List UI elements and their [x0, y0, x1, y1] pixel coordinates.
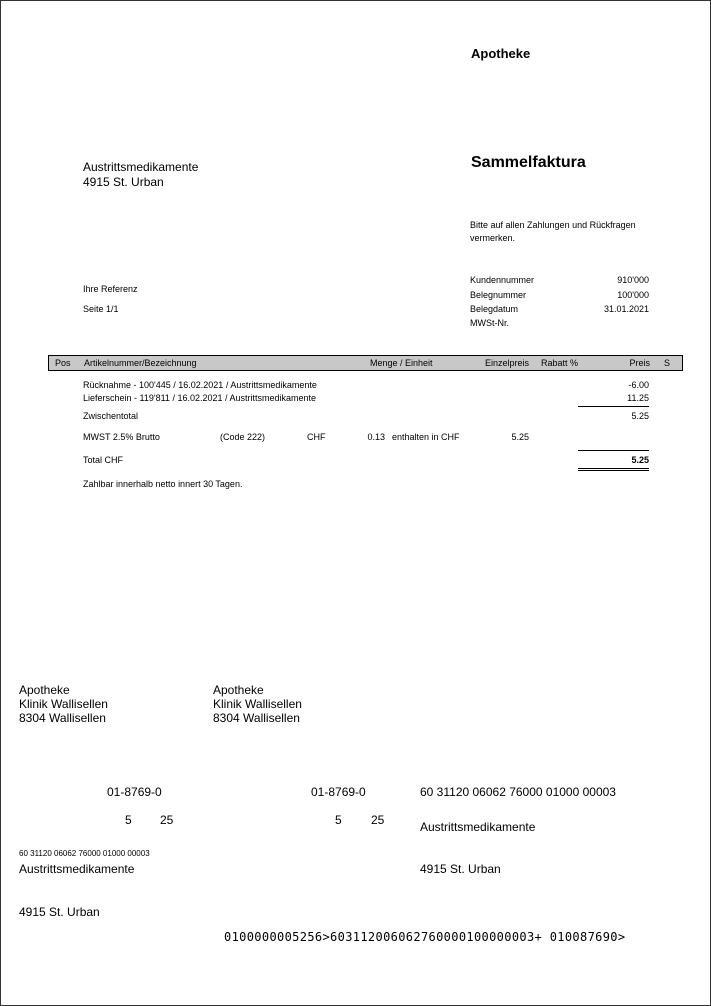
payment-note-line2: vermerken.: [470, 233, 516, 243]
page-number: Seite 1/1: [83, 304, 119, 314]
meta-label-belegdatum: Belegdatum: [470, 304, 519, 314]
table-header: [48, 355, 683, 371]
slip-reference-left: 60 31120 06062 76000 01000 00003: [19, 849, 150, 858]
table-row-desc: Rücknahme - 100'445 / 16.02.2021 / Austrittsmedikamente: [83, 380, 317, 390]
col-article: Artikelnummer/Bezeichnung: [84, 358, 197, 368]
document-title: Sammelfaktura: [471, 154, 586, 171]
slip-amount-francs-left: 5: [125, 813, 132, 827]
ihre-referenz-label: Ihre Referenz: [83, 284, 138, 294]
slip-amount-cents-mid: 25: [371, 813, 385, 827]
slip-left-payee-line1: Apotheke: [19, 683, 70, 697]
col-price: Preis: [629, 358, 650, 368]
slip-left-payee-line2: Klinik Wallisellen: [19, 697, 108, 711]
payment-terms: Zahlbar innerhalb netto innert 30 Tagen.: [83, 479, 243, 489]
total-rule-double-2: [578, 470, 649, 471]
total-rule-top: [578, 450, 649, 451]
vat-included-label: enthalten in CHF: [392, 432, 460, 442]
meta-label-mwst-nr: MWSt-Nr.: [470, 318, 509, 328]
subtotal-label: Zwischentotal: [83, 411, 139, 421]
vat-label: MWST 2.5% Brutto: [83, 432, 160, 442]
vat-base: 5.25: [511, 432, 529, 442]
meta-value-belegdatum: 31.01.2021: [603, 304, 649, 314]
slip-mid-payee-line1: Apotheke: [213, 683, 264, 697]
meta-label-belegnummer: Belegnummer: [470, 290, 527, 300]
ocr-coding-line: 0100000005256>603112006062760000100000003+ 010087690>: [224, 930, 626, 944]
meta-value-belegnummer: 100'000: [617, 290, 649, 300]
col-discount: Rabatt %: [541, 358, 579, 368]
recipient-name: Austrittsmedikamente: [83, 160, 199, 174]
meta-value-kundennummer: 910'000: [617, 275, 649, 285]
slip-payer-left-city: 4915 St. Urban: [19, 905, 100, 919]
recipient-city: 4915 St. Urban: [83, 175, 164, 189]
total-value: 5.25: [631, 455, 649, 465]
col-pos: Pos: [55, 358, 71, 368]
slip-account-mid: 01-8769-0: [311, 785, 366, 799]
meta-label-kundennummer: Kundennummer: [470, 275, 535, 285]
total-rule-double-1: [578, 468, 649, 469]
total-label: Total CHF: [83, 455, 124, 465]
col-unit-price: Einzelpreis: [485, 358, 530, 368]
slip-amount-cents-left: 25: [160, 813, 174, 827]
table-row-price: -6.00: [628, 380, 649, 390]
slip-mid-payee-line2: Klinik Wallisellen: [213, 697, 302, 711]
vat-currency: CHF: [307, 432, 326, 442]
col-s: S: [664, 358, 671, 368]
subtotal-rule: [578, 406, 649, 407]
slip-payer-right-name: Austrittsmedikamente: [420, 820, 536, 834]
vat-code: (Code 222): [220, 432, 266, 442]
slip-payer-left-name: Austrittsmedikamente: [19, 862, 135, 876]
table-row-price: 11.25: [627, 393, 649, 403]
slip-mid-payee-line3: 8304 Wallisellen: [213, 711, 300, 725]
slip-payer-right-city: 4915 St. Urban: [420, 862, 501, 876]
slip-left-payee-line3: 8304 Wallisellen: [19, 711, 106, 725]
slip-account-left: 01-8769-0: [107, 785, 162, 799]
table-row-desc: Lieferschein - 119'811 / 16.02.2021 / Austrittsmedikamente: [83, 393, 317, 403]
col-qty: Menge / Einheit: [370, 358, 433, 368]
subtotal-value: 5.25: [631, 411, 649, 421]
vat-amount: 0.13: [367, 432, 385, 442]
sender-name: Apotheke: [471, 46, 531, 61]
slip-reference-right: 60 31120 06062 76000 01000 00003: [420, 785, 616, 799]
payment-note-line1: Bitte auf allen Zahlungen und Rückfragen: [470, 220, 636, 230]
slip-amount-francs-mid: 5: [335, 813, 342, 827]
